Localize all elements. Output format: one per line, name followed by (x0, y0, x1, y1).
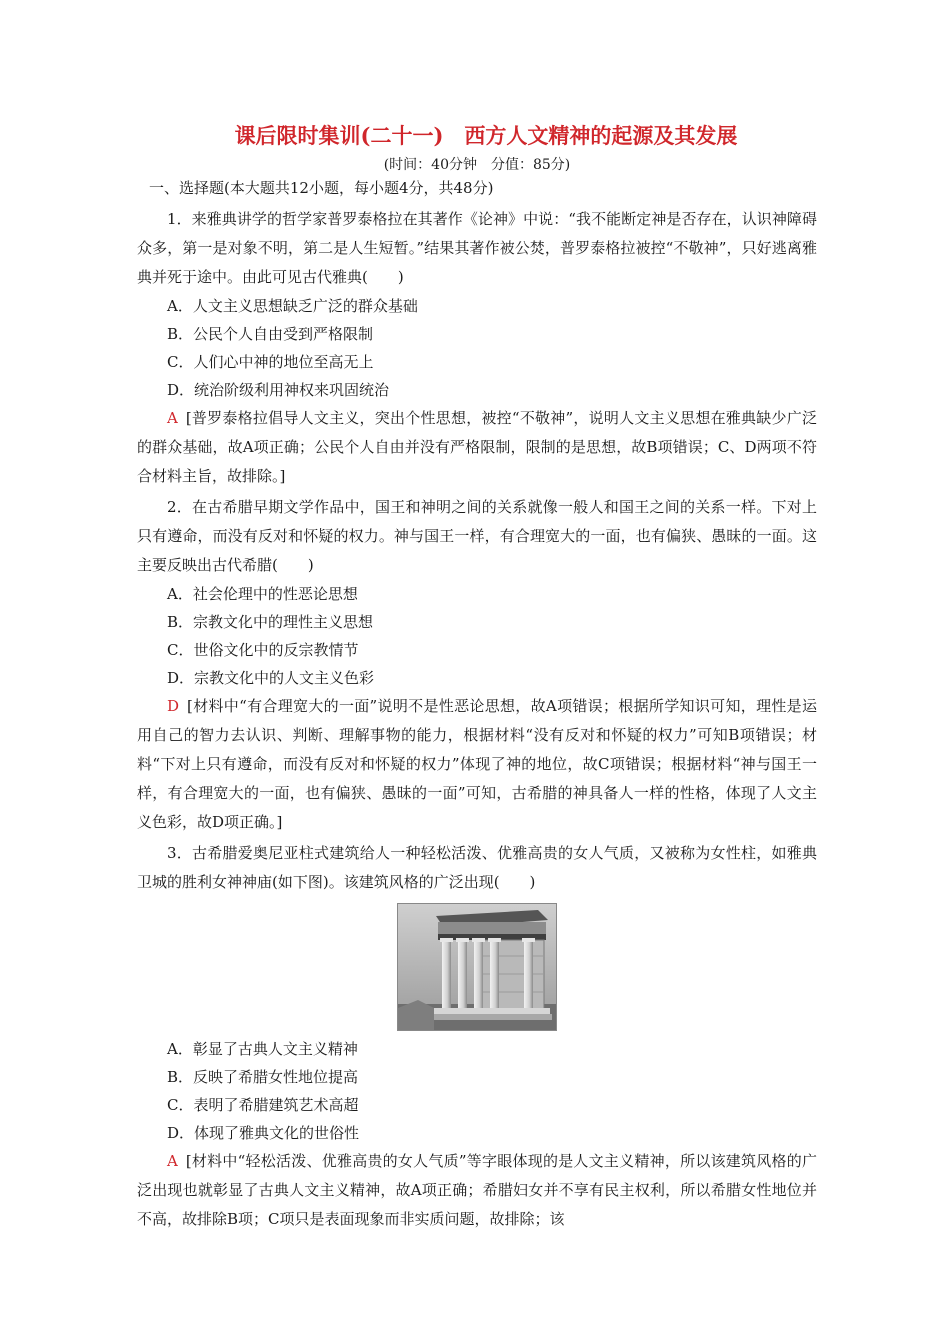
time-score-info: (时间：40分钟 分值：85分) (383, 157, 571, 173)
option-d: D．统治阶级利用神权来巩固统治 (167, 381, 390, 399)
explanation-text: [材料中“轻松活泼、优雅高贵的女人气质”等字眼体现的是人文主义精神，所以该建筑风格的广泛出现也就彰显了古典人文主义精神，故A项正确；希腊妇女并不享有民主权利，所以希腊女性地位并不高，故排除B项；C项只是表面现象而非实质问题，故排除；该 (137, 1152, 817, 1228)
document-title: 课后限时集训(二十一) 西方人文精神的起源及其发展 (234, 123, 738, 148)
answer-letter: A (167, 409, 178, 427)
option-d: D．宗教文化中的人文主义色彩 (167, 669, 375, 687)
option-c: C．世俗文化中的反宗教情节 (167, 641, 359, 659)
explanation-text: [材料中“有合理宽大的一面”说明不是性恶论思想，故A项错误；根据所学知识可知，理性是运用自己的智力去认识、判断、理解事物的能力，根据材料“没有反对和怀疑的权力”可知B项错误；材料“下对上只有遵命，而没有反对和怀疑的权力”体现了神的地位，故C项错误；根据材料“神与国王一样，有合理宽大的一面，也有偏狭、愚昧的一面”可知，古希腊的神具备人一样的性格，体现了人文主义色彩，故D项正确。] (137, 697, 817, 831)
document-page (137, 120, 817, 1234)
explanation-text: [普罗泰格拉倡导人文主义，突出个性思想，被控“不敬神”，说明人文主义思想在雅典缺少广泛的群众基础，故A项正确；公民个人自由并没有严格限制，限制的是思想，故B项错误；C、D两项不符合材料主旨，故排除。] (137, 409, 817, 485)
option-a: A．彰显了古典人文主义精神 (167, 1040, 358, 1058)
option-a: A．社会伦理中的性恶论思想 (167, 585, 358, 603)
answer-explanation (137, 1147, 817, 1234)
option-b: B．公民个人自由受到严格限制 (167, 325, 374, 343)
option-c: C．表明了希腊建筑艺术高超 (167, 1096, 359, 1114)
answer-explanation (137, 404, 817, 491)
option-a: A．人文主义思想缺乏广泛的群众基础 (167, 297, 418, 315)
temple-photo (137, 903, 817, 1031)
section-heading: 一、选择题(本大题共12小题，每小题4分，共48分) (149, 179, 494, 197)
option-b: B．宗教文化中的理性主义思想 (167, 613, 374, 631)
question-3 (137, 839, 817, 1234)
answer-letter: D (167, 697, 180, 715)
question-1 (137, 205, 817, 491)
question-stem: 2．在古希腊早期文学作品中，国王和神明之间的关系就像一般人和国王之间的关系一样。下对上只有遵命，而没有反对和怀疑的权力。神与国王一样，有合理宽大的一面，也有偏狭、愚昧的一面。这主要反映出古代希腊( ) (137, 498, 817, 574)
answer-letter: A (167, 1152, 178, 1170)
question-stem: 3．古希腊爱奥尼亚柱式建筑给人一种轻松活泼、优雅高贵的女人气质，又被称为女性柱，如雅典卫城的胜利女神神庙(如下图)。该建筑风格的广泛出现( ) (137, 844, 817, 891)
option-c: C．人们心中神的地位至高无上 (167, 353, 374, 371)
question-2 (137, 493, 817, 837)
option-b: B．反映了希腊女性地位提高 (167, 1068, 359, 1086)
option-d: D．体现了雅典文化的世俗性 (167, 1124, 360, 1142)
answer-explanation (137, 692, 817, 837)
question-stem: 1．来雅典讲学的哲学家普罗泰格拉在其著作《论神》中说：“我不能断定神是否存在，认识神障碍众多，第一是对象不明，第二是人生短暂。”结果其著作被公焚，普罗泰格拉被控“不敬神”，只好逃离雅典并死于途中。由此可见古代雅典( ) (137, 210, 817, 286)
temple-of-athena-nike-image (397, 903, 557, 1031)
